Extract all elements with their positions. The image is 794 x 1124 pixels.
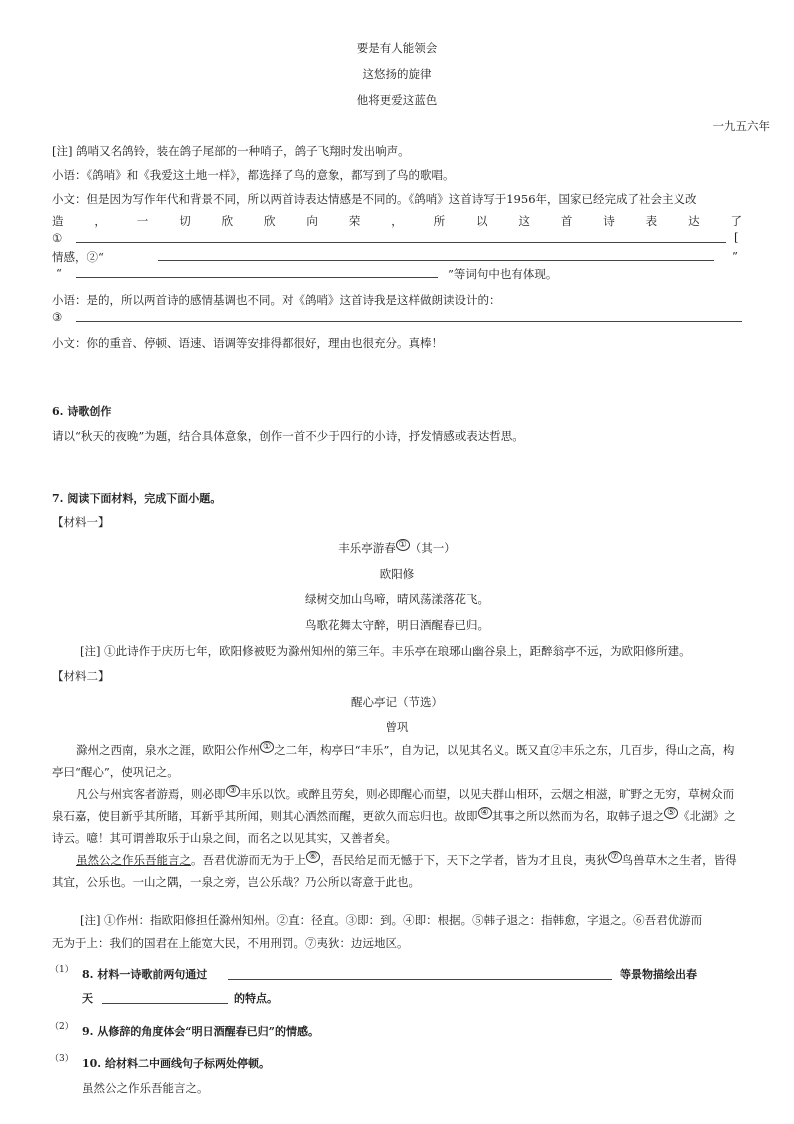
q8-blank-2[interactable] bbox=[102, 1003, 228, 1004]
q8-text-b: 等景物描绘出春 bbox=[620, 968, 697, 981]
material-1-line-2: 鸟歌花舞太守醉，明日酒醒春已归。 bbox=[305, 618, 489, 632]
quote-open: “ bbox=[56, 266, 62, 280]
poem-line-1: 要是有人能领会 bbox=[356, 41, 438, 55]
poem-line-3: 他将更爱这蓝色 bbox=[356, 93, 438, 107]
answer-blank-1[interactable] bbox=[76, 242, 726, 243]
quote-close: ” bbox=[732, 249, 738, 263]
q8-blank-1[interactable] bbox=[228, 979, 612, 980]
material-2-note-b: 无为于上：我们的国君在上能宽大民，不用刑罚。⑦夷狄：边远地区。 bbox=[52, 936, 409, 950]
poem-line-2: 这悠扬的旋律 bbox=[362, 67, 432, 81]
xiaowen-line-1a: 小文：但是因为写作年代和背景不同，所以两首诗表达情感是不同的。《鸽哨》这首诗写于1956年，国家已经完成了社会主义改 bbox=[52, 192, 697, 206]
q8-text-d: 的特点。 bbox=[234, 992, 278, 1005]
blank-1-marker: ① bbox=[52, 231, 63, 245]
sub-question-2-number: （2） bbox=[50, 1022, 74, 1032]
underlined-sentence: 虽然公之作乐吾能言之 bbox=[76, 853, 191, 867]
q8-text-a: 8. 材料一诗歌前两句通过 bbox=[82, 968, 208, 981]
blank-3-marker: ③ bbox=[52, 310, 63, 324]
blank-2-tail: ”等词句中也有体现。 bbox=[448, 267, 558, 281]
answer-blank-3[interactable] bbox=[76, 321, 742, 322]
footnote-1-marker: ① bbox=[396, 539, 410, 551]
material-2-para-2: 凡公与州宾客者游焉，则必即 ③ 丰乐以饮。或醉且劳矣，则必即醒心而望，以见夫群山相环，云烟之相滋，旷野之无穷，草树众而泉石嘉，使目新乎其所睹，耳新乎其所闻，则其心洒然而醒，更欲久而忘归也。故即 ④ 其事之所以然而为名，取韩子退之 ⑤ 《北湖》之诗云。噫！其可谓善取乐于山泉之间，而名之以见其实，又善者矣。 bbox=[52, 786, 736, 845]
xiaoyu-line-2: 小语：是的，所以两首诗的感情基调也不同。对《鸽哨》这首诗我是这样做朗读设计的： bbox=[52, 293, 501, 307]
q6-title: 6. 诗歌创作 bbox=[52, 405, 112, 418]
material-2-para-3: 虽然公之作乐吾能言之。吾君优游而无为于上 ⑥ ，吾民给足而无憾于下，天下之学者，皆为才且良，夷狄 ⑦ 鸟兽草木之生者，皆得其宜，公乐也。一山之隅，一泉之旁，岂公乐哉？乃公所以寄意于此也。 bbox=[52, 852, 737, 889]
q7-title: 7. 阅读下面材料，完成下面小题。 bbox=[52, 492, 222, 505]
answer-blank-2b[interactable] bbox=[76, 277, 438, 278]
sub-question-1-number: （1） bbox=[50, 965, 74, 975]
q10-sentence: 虽然公之作乐吾能言之。 bbox=[82, 1081, 209, 1095]
material-2-note-a: [注] ①作州：指欧阳修担任滁州知州。②直：径直。③即：到。④即：根据。⑤韩子退之：指韩愈，字退之。⑥吾君优游而 bbox=[80, 913, 703, 927]
poem-date: 一九五六年 bbox=[712, 119, 770, 133]
xiaoyu-line-1: 小语：《鸽哨》和《我爱这土地一样》，都选择了鸟的意象，都写到了鸟的歌唱。 bbox=[52, 168, 455, 182]
material-2-title: 醒心亭记（节选） bbox=[351, 695, 443, 709]
q6-text: 请以“秋天的夜晚”为题，结合具体意象，创作一首不少于四行的小诗，抒发情感或表达哲思。 bbox=[52, 429, 524, 443]
q9-text: 9. 从修辞的角度体会“明日酒醒春已归”的情感。 bbox=[82, 1025, 319, 1038]
xiaowen-line-2: 小文：你的重音、停顿、语速、语调等安排得都很好，理由也很充分。真棒！ bbox=[52, 336, 443, 350]
material-2-label: 【材料二】 bbox=[52, 669, 110, 683]
xiaowen-line-1b: 造，一切欣欣向荣，所以这首诗表达了 bbox=[52, 214, 742, 228]
answer-blank-2[interactable] bbox=[158, 260, 714, 261]
material-1-title: 丰乐亭游春 ① （其一） bbox=[338, 540, 456, 555]
q10-text: 10. 给材料二中画线句子标两处停顿。 bbox=[82, 1057, 270, 1070]
material-2-author: 曾巩 bbox=[385, 720, 409, 734]
material-1-note: [注] ①此诗作于庆历七年，欧阳修被贬为滁州知州的第三年。丰乐亭在琅琊山幽谷泉上，距醉翁亭不远，为欧阳修所建。 bbox=[80, 644, 691, 658]
material-2-para-1: 滁州之西南，泉水之涯，欧阳公作州 ① 之二年，构亭曰“丰乐”，自为记，以见其名义。既又直②丰乐之东，几百步，得山之高，构亭曰“醒心”，使巩记之。 bbox=[52, 742, 735, 779]
material-1-line-1: 绿树交加山鸟啼，晴风荡漾落花飞。 bbox=[305, 592, 489, 606]
qinggan-text: 情感，②“ bbox=[52, 250, 104, 264]
material-1-label: 【材料一】 bbox=[52, 515, 110, 529]
pigeon-note: [注] 鸽哨又名鸽铃，装在鸽子尾部的一种哨子，鸽子飞翔时发出响声。 bbox=[52, 144, 410, 158]
sub-question-3-number: （3） bbox=[50, 1054, 74, 1064]
blank-1-end: [ bbox=[734, 230, 739, 244]
material-1-author: 欧阳修 bbox=[379, 567, 415, 581]
q8-text-c: 天 bbox=[82, 992, 93, 1005]
